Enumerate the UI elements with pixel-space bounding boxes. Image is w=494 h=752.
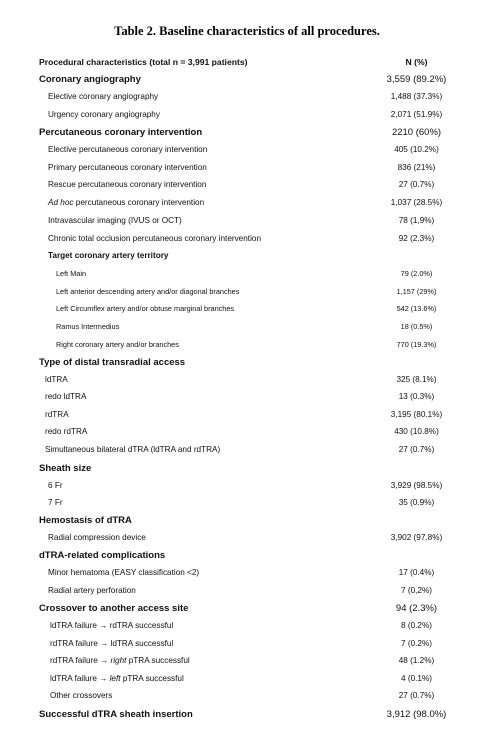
- row-label: [50, 674, 184, 683]
- table-row: [0, 269, 494, 285]
- table-row: [0, 340, 494, 356]
- row-label: [50, 656, 190, 665]
- table-row: [0, 234, 494, 250]
- table-row: [0, 639, 494, 655]
- table-section-row: [0, 357, 494, 373]
- table-row: [0, 656, 494, 672]
- row-value: 3,929 (98.5%): [390, 481, 443, 490]
- table-row: [0, 110, 494, 126]
- table-row: [0, 287, 494, 303]
- row-value: 3,195 (80.1%): [390, 410, 443, 419]
- row-value: 13 (0.3%): [398, 392, 435, 401]
- row-value: 7 (0,2%): [401, 586, 432, 595]
- row-value: 35 (0.9%): [398, 498, 435, 507]
- row-label: Ramus Intermedius: [56, 322, 120, 331]
- row-label: Left anterior descending artery and/or diagonal branches: [56, 287, 240, 296]
- table-row: [0, 304, 494, 320]
- table-row: [0, 621, 494, 637]
- table-row: [0, 74, 494, 90]
- row-label-pre: rdTRA failure →: [50, 656, 111, 665]
- table-subheader-row: [0, 251, 494, 267]
- table-row: [0, 568, 494, 584]
- row-label: Sheath size: [39, 463, 92, 474]
- row-value: 27 (0.7%): [398, 445, 435, 454]
- table-title: Table 2. Baseline characteristics of all procedures.: [114, 24, 380, 38]
- row-value: 1,157 (29%): [396, 287, 437, 296]
- row-label: rdTRA failure → ldTRA successful: [50, 639, 174, 648]
- row-value: 542 (13.6%): [396, 304, 437, 313]
- table-row: [0, 216, 494, 232]
- row-label-italic: Ad hoc: [48, 198, 74, 207]
- row-value: 3,912 (98.0%): [386, 709, 447, 720]
- row-label-rest: percutaneous coronary intervention: [73, 198, 205, 207]
- row-label: Percutaneous coronary intervention: [39, 127, 203, 138]
- row-label-rest: pTRA successful: [126, 656, 190, 665]
- row-label: Hemostasis of dTRA: [39, 515, 132, 526]
- table-header-row: [0, 57, 494, 73]
- row-label-pre: ldTRA failure →: [50, 674, 110, 683]
- row-value: 8 (0.2%): [401, 621, 432, 630]
- row-label: Intravascular imaging (IVUS or OCT): [48, 216, 182, 225]
- row-label: Primary percutaneous coronary intervention: [48, 163, 207, 172]
- table-row: [0, 145, 494, 161]
- row-label: ldTRA: [45, 375, 68, 384]
- row-value: 17 (0.4%): [398, 568, 435, 577]
- table-row: [0, 533, 494, 549]
- row-label-italic: right: [110, 656, 127, 665]
- row-value: 79 (2.0%): [400, 269, 433, 278]
- row-value: 2210 (60%): [391, 127, 442, 138]
- row-value: 770 (19.3%): [396, 340, 437, 349]
- table-row: [0, 709, 494, 725]
- row-value: 405 (10.2%): [394, 145, 439, 154]
- row-label: Successful dTRA sheath insertion: [39, 709, 193, 720]
- row-value: 27 (0.7%): [398, 691, 435, 700]
- row-label: rdTRA: [45, 410, 69, 419]
- table-row: [0, 445, 494, 461]
- row-value: 18 (0.5%): [400, 322, 433, 331]
- row-label: redo rdTRA: [45, 427, 88, 436]
- table-section-row: [0, 550, 494, 566]
- row-label: Rescue percutaneous coronary intervention: [48, 180, 207, 189]
- row-value: 7 (0.2%): [401, 639, 432, 648]
- table-row: [0, 674, 494, 690]
- row-label: ldTRA failure → rdTRA successful: [50, 621, 174, 630]
- row-label: Other crossovers: [50, 691, 113, 700]
- row-value: 27 (0.7%): [398, 180, 435, 189]
- row-label: dTRA-related complications: [39, 550, 166, 561]
- row-label: Minor hematoma (EASY classification <2): [48, 568, 200, 577]
- column-header-characteristics: Procedural characteristics (total n = 3,991 patients): [39, 57, 248, 67]
- row-value: 2,071 (51.9%): [390, 110, 443, 119]
- table-row: [0, 322, 494, 338]
- row-label-rest: pTRA successful: [120, 674, 184, 683]
- table-row: [0, 180, 494, 196]
- row-label: Simultaneous bilateral dTRA (ldTRA and rdTRA): [45, 445, 221, 454]
- row-value: 430 (10.8%): [394, 427, 439, 436]
- row-label: Right coronary artery and/or branches: [56, 340, 179, 349]
- row-label: 6 Fr: [48, 481, 63, 490]
- row-value: 3,902 (97.8%): [390, 533, 443, 542]
- row-label: Left Circumflex artery and/or obtuse marginal branches: [56, 304, 235, 313]
- row-label: Radial artery perforation: [48, 586, 136, 595]
- table-row: [0, 691, 494, 707]
- row-value: 836 (21%): [397, 163, 436, 172]
- table-row: [0, 498, 494, 514]
- table-row: [0, 410, 494, 426]
- row-value: 92 (2.3%): [398, 234, 435, 243]
- row-label: Chronic total occlusion percutaneous coronary intervention: [48, 234, 261, 243]
- row-value: 3,559 (89.2%): [386, 74, 447, 85]
- row-label: Elective coronary angiography: [48, 92, 159, 101]
- table-row: [0, 163, 494, 179]
- table-row: [0, 127, 494, 143]
- row-label: Left Main: [56, 269, 87, 278]
- row-value: 4 (0.1%): [401, 674, 432, 683]
- row-value: 325 (8.1%): [396, 375, 437, 384]
- row-label: Radial compression device: [48, 533, 146, 542]
- row-label: Type of distal transradial access: [39, 357, 186, 368]
- row-label: Crossover to another access site: [39, 603, 189, 614]
- table-row: [0, 392, 494, 408]
- row-value: 94 (2.3%): [395, 603, 438, 614]
- table-row: [0, 198, 494, 214]
- row-label: Target coronary artery territory: [48, 251, 169, 260]
- table-section-row: [0, 463, 494, 479]
- table-row: [0, 603, 494, 619]
- row-label: 7 Fr: [48, 498, 63, 507]
- row-label: Urgency coronary angiography: [48, 110, 160, 119]
- table-row: [0, 92, 494, 108]
- table-row: [0, 481, 494, 497]
- row-value: 48 (1.2%): [398, 656, 435, 665]
- column-header-n-percent: N (%): [405, 57, 428, 67]
- row-value: 78 (1,9%): [398, 216, 435, 225]
- table-row: [0, 586, 494, 602]
- row-value: 1,488 (37.3%): [390, 92, 443, 101]
- row-label: Coronary angiography: [39, 74, 141, 85]
- table-row: [0, 375, 494, 391]
- row-label: redo ldTRA: [45, 392, 87, 401]
- table-row: [0, 427, 494, 443]
- table-section-row: [0, 515, 494, 531]
- row-label-italic: left: [109, 674, 121, 683]
- row-label: Elective percutaneous coronary intervention: [48, 145, 208, 154]
- row-value: 1,037 (28.5%): [390, 198, 443, 207]
- row-label: [48, 198, 204, 207]
